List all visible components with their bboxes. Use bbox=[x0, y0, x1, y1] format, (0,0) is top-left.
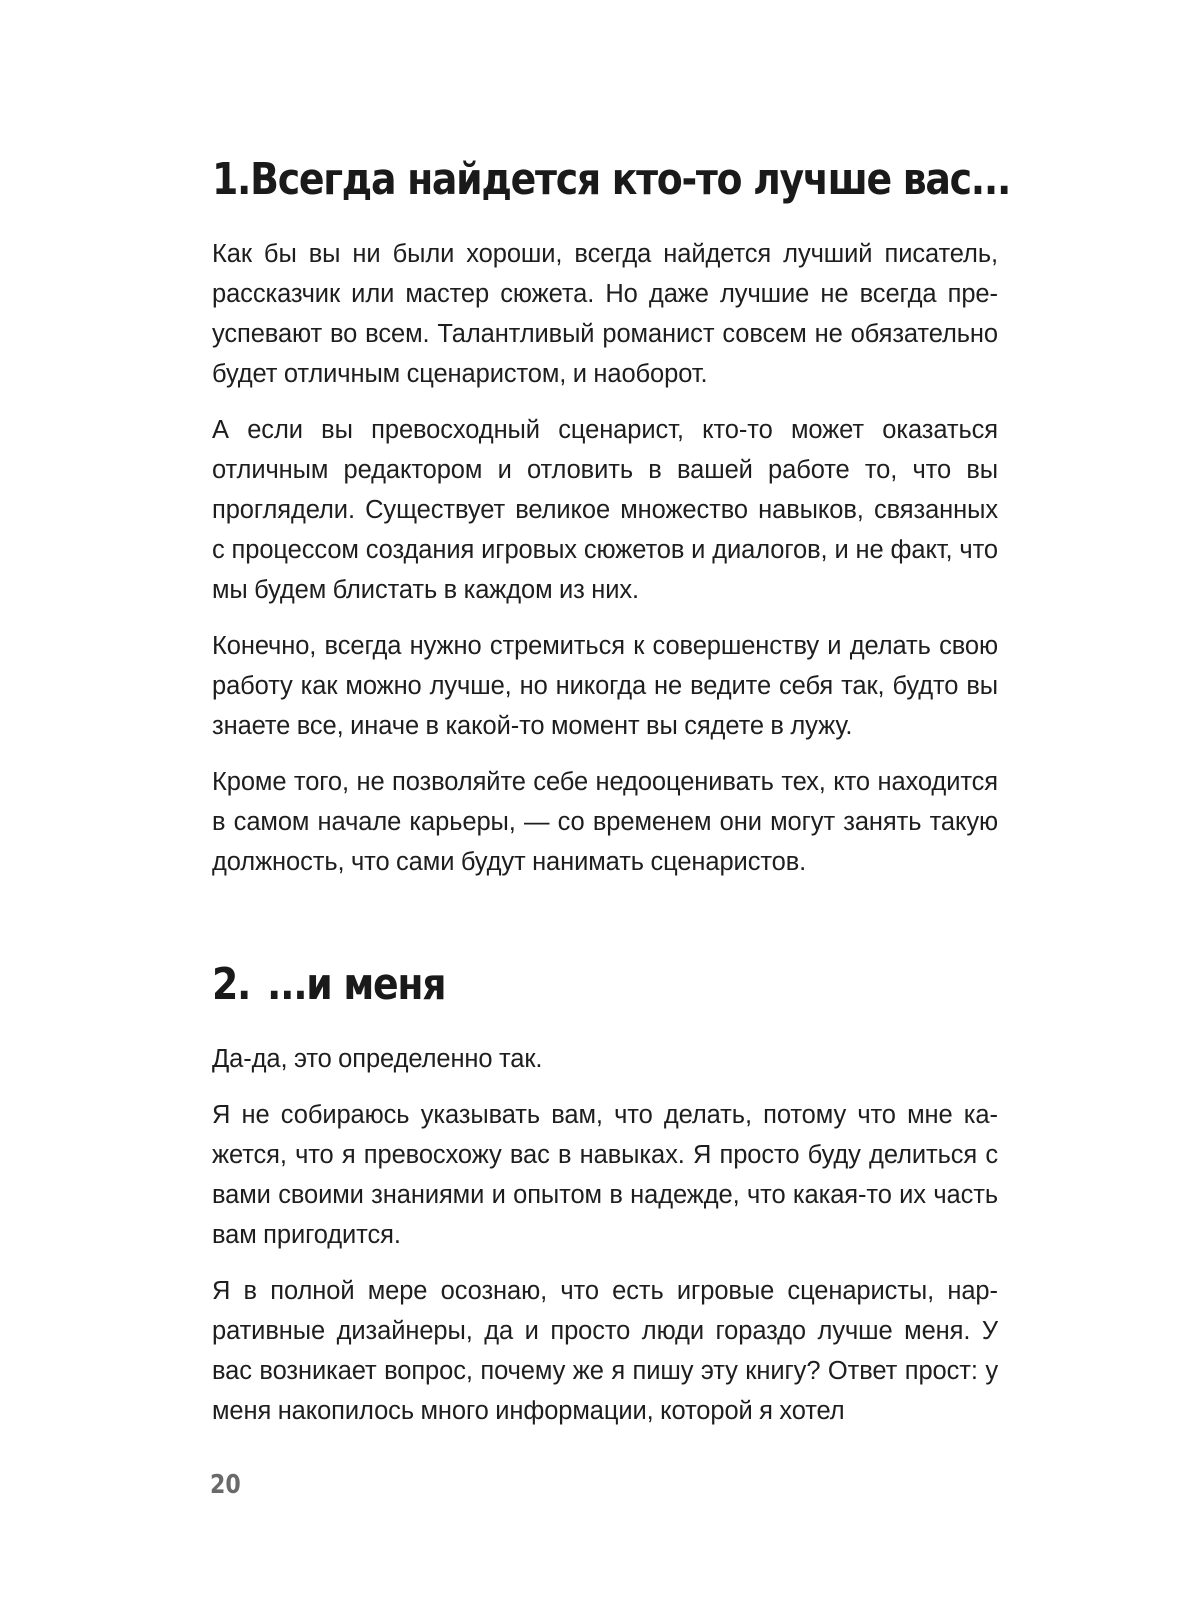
section-title: ...и меня bbox=[267, 959, 446, 1010]
paragraph: Кроме того, не позволяйте себе недооценивать тех, кто находится в самом начале карьеры, — со временем они могут занять такую должность, что сами будут нанимать сценаристов. bbox=[212, 768, 998, 876]
section-1 bbox=[212, 150, 1011, 898]
section-heading bbox=[212, 150, 1011, 210]
paragraph: Конечно, всегда нужно стремиться к совершенству и делать свою работу как можно лучше, но никогда не ведите себя так, будто вы знаете все, иначе в какой-то момент вы сядете в лужу. bbox=[212, 632, 998, 740]
paragraph: Я не собираюсь указывать вам, что делать, потому что мне кажется, что я превосхожу вас в навыках. Я просто буду делиться с вами своими знаниями и опытом в надежде, что какая-то их часть вам пригодится. bbox=[212, 1101, 998, 1249]
section-number: 1. bbox=[212, 154, 251, 205]
paragraph: Я в полной мере осознаю, что есть игровые сценаристы, нарративные дизайнеры, да и просто люди гораздо лучше меня. У вас возникает вопрос, почему же я пишу эту книгу? Ответ прост: у меня накопилось много информации, которой я хотел bbox=[212, 1277, 998, 1425]
paragraph: Да-да, это определенно так. bbox=[212, 1045, 543, 1073]
section-title: Всегда найдется кто-то лучше вас... bbox=[250, 154, 1011, 205]
page-number: 20 bbox=[210, 1470, 241, 1500]
paragraph: Как бы вы ни были хороши, всегда найдется лучший писатель, рассказчик или мастер сюжета. Но даже лучшие не всегда преуспевают во всем. Талантливый романист совсем не обязательно будет отличным сценаристом, и наоборот. bbox=[212, 240, 998, 388]
paragraph: А если вы превосходный сценарист, кто-то может оказаться отличным редактором и отловить в вашей работе то, что вы проглядели. Существует великое множество навыков, связанных с процессом создания игровых сюжетов и диалогов, и не факт, что мы будем блистать в каждом из них. bbox=[212, 416, 998, 604]
section-number: 2. bbox=[212, 959, 251, 1010]
section-2 bbox=[212, 955, 998, 1447]
section-heading bbox=[212, 955, 888, 1015]
